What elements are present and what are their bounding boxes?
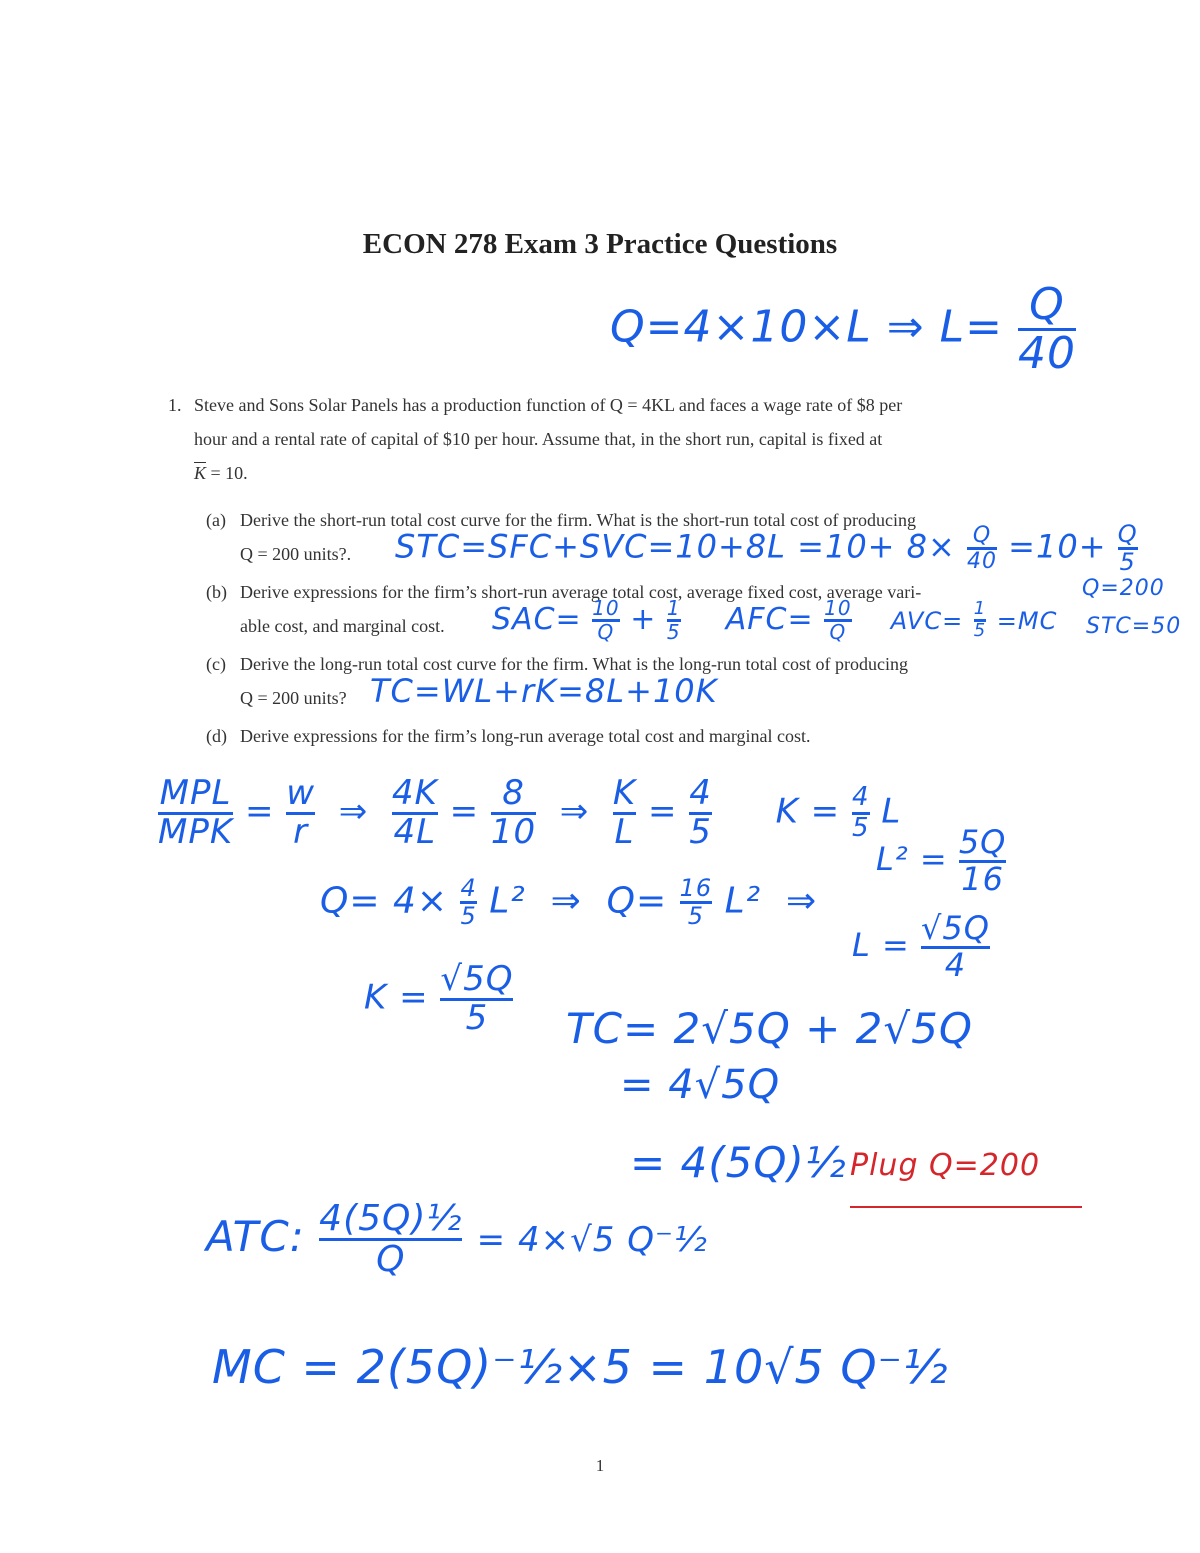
question-text-line-2: hour and a rental rate of capital of $10 per hour. Assume that, in the short run, capital is fixed at [194,429,883,449]
part-c-line-1: Derive the long-run total cost curve for the firm. What is the long-run total cost of producing [240,654,908,674]
hw-l-root: L = $\frac{√5Q}{4}$ [852,909,990,984]
question-text-line-1: Steve and Sons Solar Panels has a production function of Q = 4KL and faces a wage rate of $8 per [194,395,903,415]
hw-plug-note: Plug Q=200 [850,1148,1041,1183]
hw-average-total-cost: ATC: $\frac{\text{4(5Q)½}}{Q}$ = 4×√5 Q⁻½ [206,1198,708,1280]
hw-k-root: K = $\frac{√5Q}{5}$ [364,959,514,1038]
part-b-line-1: Derive expressions for the firm’s short-run average total cost, average fixed cost, average vari- [240,582,922,602]
hw-stc-50: STC=50 [1086,614,1182,639]
hw-l-squared: L² = $\frac{5Q}{16}$ [876,823,1007,898]
hw-output-in-labor: Q= 4× $\frac{4}{5}$ L² ⇒ Q= $\frac{16}{5}$ L² ⇒ [320,874,818,931]
part-c-label: (c) [206,654,226,674]
hw-total-cost-line-3: = 4(5Q)½ [630,1138,847,1187]
hw-long-run-total-cost: TC=WL+rK=8L+10K [370,672,718,710]
k-bar-symbol: $\overline{K}$ [194,463,207,483]
hw-short-run-total-cost: STC=SFC+SVC=10+8L =10+ 8× $\frac{Q}{40}$ =10+ $\frac{Q}{5}$ [395,520,1138,577]
part-a-line-1: Derive the short-run total cost curve for the firm. What is the short-run total cost of producing [240,510,916,530]
document-title: ECON 278 Exam 3 Practice Questions [362,228,838,260]
part-d-line-1: Derive expressions for the firm’s long-run average total cost and marginal cost. [240,726,811,746]
part-c-line-2: Q = 200 units? [240,688,347,708]
part-a-line-2: Q = 200 units?. [240,544,352,564]
hw-plug-underline [850,1206,1082,1208]
hw-frac-q-40: $\frac{Q}{40}$ [1017,279,1076,380]
hw-marginal-cost: MC = 2(5Q)⁻½×5 = 10√5 Q⁻½ [212,1340,949,1394]
hw-total-cost-line-1: TC= 2√5Q + 2√5Q [566,1004,973,1053]
hw-q-200: Q=200 [1082,576,1165,601]
k-bar-value: = 10. [206,463,248,483]
hw-tangency-condition: $\frac{\text{MPL}}{\text{MPK}}$ = $\frac{w}{r}$ ⇒ $\frac{4K}{4L}$ = $\frac{8}{10}$ ⇒ $\frac{K}{L}$ = $\frac{4}{5}$ K = $\frac{4}{5}$ L [158,773,902,852]
page-number: 1 [595,1456,605,1475]
hw-total-cost-line-2: = 4√5Q [620,1062,781,1108]
question-number: 1. [168,395,182,415]
hw-short-run-averages: SAC= $\frac{10}{Q}$ + $\frac{1}{5}$ AFC= $\frac{10}{Q}$ AVC= $\frac{1}{5}$ =MC [492,596,1058,644]
question-text-line-3 [194,456,248,490]
part-a-label: (a) [206,510,226,530]
part-d-label: (d) [206,726,227,746]
part-b-label: (b) [206,582,227,602]
part-b-line-2: able cost, and marginal cost. [240,616,445,636]
hw-labor-from-output: Q=4×10×L ⇒ L= $\frac{Q}{40}$ [610,279,1076,380]
